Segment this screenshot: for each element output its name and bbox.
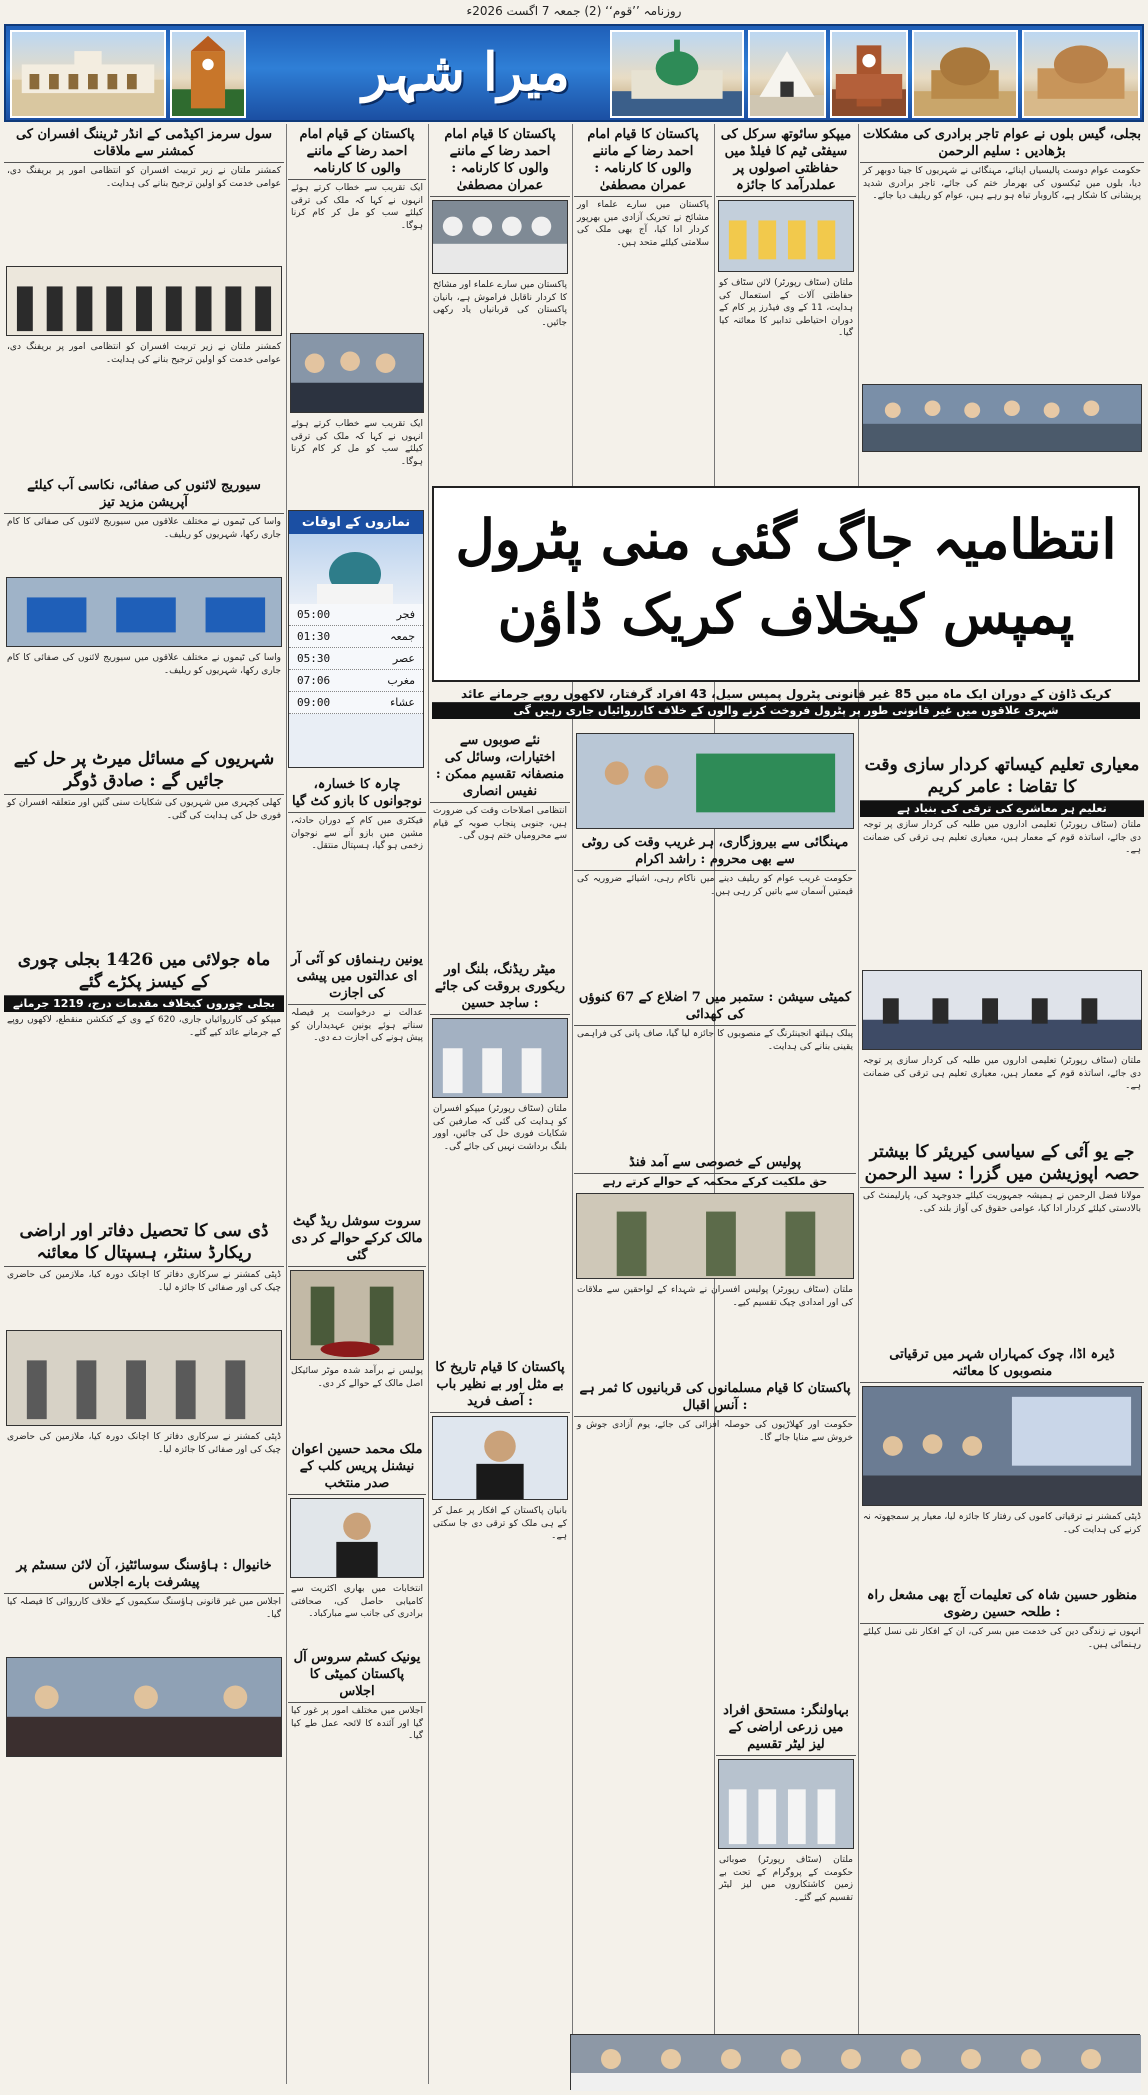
lead-story-deck xyxy=(432,686,1140,719)
masthead-photo-tomb xyxy=(912,30,1018,118)
prayer-row-asr: عصر 05:30 xyxy=(289,648,423,670)
headline: پاکستان کا قیام مسلمانوں کی قربانیوں کا ثمر ہے : آنس اقبال xyxy=(574,1378,856,1417)
column-2 xyxy=(716,124,856,503)
prayer-row-maghrib: مغرب 07:06 xyxy=(289,670,423,692)
article-text: مولانا فضل الرحمن نے ہمیشہ جمہوریت کیلئے جدوجہد کی، پارلیمنٹ کی بالادستی کیلئے کردار ادا کیا، عوامی حقوق کی آواز بلند کی۔ xyxy=(863,1191,1141,1214)
article-text: حکومت غریب عوام کو ریلیف دینے میں ناکام رہی، اشیائے ضروریہ کی قیمتیں آسمان سے باتیں کر رہی ہیں۔ xyxy=(577,874,853,897)
masthead-photo-clock xyxy=(830,30,908,118)
article-text: کمشنر ملتان نے زیر تربیت افسران کو انتظامی امور پر بریفنگ دی، عوامی خدمت کو اولین ترجیح بنانے کی ہدایت۔ xyxy=(7,342,281,365)
headline: پولیس کے خصوصی سے آمد فنڈ xyxy=(574,1152,856,1174)
lower-col2 xyxy=(716,1700,856,1958)
story-imam-raza xyxy=(430,124,570,487)
story-press-club xyxy=(288,1439,426,1641)
column-3 xyxy=(574,124,712,499)
photo-conference xyxy=(862,970,1142,1050)
masthead-photo-shrine xyxy=(1022,30,1140,118)
prayer-times-title: نمازوں کے اوقات xyxy=(289,511,423,534)
photo-ulema xyxy=(432,200,568,274)
photo-inspection xyxy=(862,1386,1142,1506)
photo-officers-group xyxy=(6,266,282,336)
lead-deck: کریک ڈاؤن کے دوران ایک ماہ میں 85 غیر قانونی پٹرول پمپس سیل، 43 افراد گرفتار، لاکھوں روپے جرمانے عائد xyxy=(432,686,1140,703)
lower-mid-right xyxy=(574,730,856,1593)
prayer-row-isha: عشاء 09:00 xyxy=(289,692,423,714)
article-text: انہوں نے زندگی دین کی خدمت میں بسر کی، ان کے افکار نئی نسل کیلئے رہنمائی ہیں۔ xyxy=(863,1627,1141,1650)
article-text: عدالت نے درخواست پر فیصلہ سناتے ہوئے یونین عہدیداران کو پیش ہونے کی اجازت دے دی۔ xyxy=(291,1008,423,1043)
article-text: ملتان (سٹاف رپورٹر) میپکو افسران کو ہدایت کی گئی کہ صارفین کی شکایات فوری حل کی جائیں، اوور بلنگ برداشت نہیں کی جائے گی۔ xyxy=(433,1104,567,1152)
headline: چارہ کا خسارہ، نوجوانوں کا بازو کٹ گیا xyxy=(288,774,426,813)
photo-lease-ceremony xyxy=(718,1759,854,1849)
subheadline: حق ملکیت کرکے محکمہ کے حوالے کرتے رہے xyxy=(602,1175,828,1188)
column-6 xyxy=(4,124,284,1763)
masthead-photo-shrine-green xyxy=(610,30,744,118)
headline: شہریوں کے مسائل میرٹ پر حل کیے جائیں گے : صادق ڈوگر xyxy=(4,746,284,795)
photo-housing-meeting xyxy=(6,1657,282,1757)
masthead-photo-clocktower xyxy=(170,30,246,118)
article-text: ڈپٹی کمشنر نے سرکاری دفاتر کا اچانک دورہ کیا، ملازمین کی حاضری چیک کی اور صفائی کا جائزہ لیا۔ xyxy=(7,1432,281,1455)
article-text: کھلی کچہری میں شہریوں کی شکایات سنی گئیں اور متعلقہ افسران کو فوری حل کی ہدایت کی گئی۔ xyxy=(7,798,281,821)
story-sacrifices xyxy=(574,1378,856,1587)
headline: منظور حسین شاہ کی تعلیمات آج بھی مشعل راہ : طلحہ حسین رضوی xyxy=(860,1585,1144,1624)
photo-press-club-president xyxy=(290,1498,424,1578)
lower-col5 xyxy=(288,774,426,1799)
story-committee xyxy=(574,987,856,1146)
article-text: بانیان پاکستان کے افکار پر عمل کر کے ہی ملک کو ترقی دی جا سکتی ہے۔ xyxy=(433,1506,567,1541)
story-inflation xyxy=(574,832,856,981)
story-bike-returned xyxy=(288,1211,426,1433)
story-qiyam-pakistan xyxy=(574,124,712,493)
story-custom-service xyxy=(288,1647,426,1793)
story-education xyxy=(860,752,1144,1133)
subheadline: تعلیم ہر معاشرے کی ترقی کی بنیاد ہے xyxy=(860,801,1144,817)
story-manzoor xyxy=(860,1585,1144,1854)
headline: خانیوال : ہاؤسنگ سوسائٹیز، آن لائن سسٹم پر پیشرفت بارے اجلاس xyxy=(4,1555,284,1594)
headline: سول سرمز اکیڈمی کے انڈر ٹریننگ افسران کی کمشنر سے ملاقات xyxy=(4,124,284,163)
headline: میپکو سائوتھ سرکل کی سیفٹی ٹیم کا فیلڈ میں حفاظتی اصولوں پر عملدرآمد کا جائزہ xyxy=(716,124,856,197)
story-fodder xyxy=(288,774,426,943)
banner-headline: انتظامیہ جاگ گئی منی پٹرول پمپس کیخلاف کریک ڈاؤن xyxy=(455,507,1117,646)
article-text: ملتان (سٹاف رپورٹر) پولیس افسران نے شہداء کے لواحقین سے ملاقات کی اور امدادی چیک تقسیم کیے۔ xyxy=(577,1285,853,1308)
story-union xyxy=(288,949,426,1205)
headline: بہاولنگر: مستحق افراد میں زرعی اراضی کے لیز لیٹر تقسیم xyxy=(716,1700,856,1756)
banner-headline-box xyxy=(432,486,1140,682)
article-text: پاکستان میں سارے علماء اور مشائخ نے تحریک آزادی میں بھرپور کردار ادا کیا، آج بھی ملک کی سلامتی کیلئے متحد ہیں۔ xyxy=(577,200,709,248)
headline: یونیک کسٹم سروس آل پاکستان کمیٹی کا اجلاس xyxy=(288,1647,426,1703)
photo-safety-team xyxy=(718,200,854,272)
column-5 xyxy=(288,124,426,467)
photo-police-cheque xyxy=(576,1193,854,1279)
headline: پاکستان کا قیام تاریخ کا بے مثل اور بے نظیر باب : آصف فرید xyxy=(430,1357,570,1413)
prayer-times-box xyxy=(288,510,424,768)
article-text: پاکستان میں سارے علماء اور مشائخ کا کردار ناقابل فراموش ہے، بانیان پاکستان کی قربانیاں یاد رکھی جائیں۔ xyxy=(433,280,567,328)
column-1 xyxy=(860,124,1144,1860)
article-text: پولیس نے برآمد شدہ موٹر سائیکل اصل مالک کے حوالے کر دی۔ xyxy=(291,1366,423,1389)
article-text: اجلاس میں غیر قانونی ہاؤسنگ سکیموں کے خلاف کارروائی کا فیصلہ کیا گیا۔ xyxy=(7,1597,281,1620)
mosque-image xyxy=(289,534,423,604)
article-text: فیکٹری میں کام کے دوران حادثہ، مشین میں بازو آنے سے نوجوان زخمی ہو گیا، ہسپتال منتقل۔ xyxy=(291,816,423,851)
article-text: ڈپٹی کمشنر نے سرکاری دفاتر کا اچانک دورہ کیا، ملازمین کی حاضری چیک کی اور صفائی کا جائزہ لیا۔ xyxy=(7,1270,281,1293)
article-text: ملتان (سٹاف رپورٹر) تعلیمی اداروں میں طلبہ کی کردار سازی پر توجہ دی جائے، اساتذہ قوم کے معمار ہیں، معیاری تعلیم ہی ترقی کی ضمانت ہے۔ xyxy=(863,820,1141,855)
photo-meeting xyxy=(862,384,1142,452)
story-bills xyxy=(860,124,1144,452)
article-text: ڈپٹی کمشنر نے ترقیاتی کاموں کی رفتار کا جائزہ لیا، معیار پر سمجھوتہ نہ کرنے کی ہدایت کی۔ xyxy=(863,1512,1141,1535)
article-text: کمشنر ملتان نے زیر تربیت افسران کو انتظامی امور پر بریفنگ دی، عوامی خدمت کو اولین ترجیح بنانے کی ہدایت۔ xyxy=(7,166,281,189)
article-text: انتخابات میں بھاری اکثریت سے کامیابی حاصل کی، صحافتی برادری کی جانب سے مبارکباد۔ xyxy=(291,1584,423,1619)
article-text: میپکو کی کارروائیاں جاری، 620 کے وی کے کنکشن منقطع، لاکھوں روپے کے جرمانے عائد کیے گئے۔ xyxy=(7,1015,281,1038)
headline: کمیٹی سیشن : ستمبر میں 7 اضلاع کے 67 کنوؤں کی کھدائی xyxy=(574,987,856,1026)
headline: پاکستان کا قیام امام احمد رضا کے ماننے والوں کا کارنامہ : عمران مصطفیٰ xyxy=(574,124,712,197)
photo-pump-seized xyxy=(576,733,854,829)
headline: نئے صوبوں سے اختیارات، وسائل کی منصفانہ تقسیم ممکن : نفیس انصاری xyxy=(430,730,570,803)
story-asif-farid xyxy=(430,1357,570,1703)
headline: میٹر ریڈنگ، بلنگ اور ریکوری بروقت کی جائے : ساجد حسین xyxy=(430,959,570,1015)
headline: مہنگائی سے بیروزگاری، ہر غریب وقت کی روٹی سے بھی محروم : راشد اکرام xyxy=(574,832,856,871)
story-lease-letters xyxy=(716,1700,856,1952)
masthead xyxy=(4,24,1144,122)
story-khanewal-housing xyxy=(4,1555,284,1757)
prayer-row-fajr: فجر 05:00 xyxy=(289,604,423,626)
story-dc-inspection xyxy=(4,1218,284,1549)
headline: ڈی سی کا تحصیل دفاتر اور اراضی ریکارڈ سنٹر، ہسپتال کا معائنہ xyxy=(4,1218,284,1267)
subheadline: بجلی چوروں کیخلاف مقدمات درج، 1219 جرمانے xyxy=(4,996,284,1012)
story-col5-top xyxy=(288,124,426,467)
article-text: پبلک ہیلتھ انجینئرنگ کے منصوبوں کا جائزہ لیا گیا، صاف پانی کی فراہمی یقینی بنانے کی ہدایت۔ xyxy=(577,1029,853,1052)
article-text: حکومت اور کھلاڑیوں کی حوصلہ افزائی کی جائے، یوم آزادی جوش و خروش سے منایا جائے گا۔ xyxy=(577,1420,853,1443)
photo-dc-visit xyxy=(6,1330,282,1426)
headline: پاکستان کا قیام امام احمد رضا کے ماننے والوں کا کارنامہ : عمران مصطفیٰ xyxy=(430,124,570,197)
story-electricity-theft xyxy=(4,947,284,1212)
headline: سروت سوشل ریڈ گیٹ مالک کرکے حوالے کر دی گئی xyxy=(288,1211,426,1267)
article-text: ملتان (سٹاف رپورٹر) لائن سٹاف کو حفاظتی آلات کے استعمال کی ہدایت، 11 کے وی فیڈرز پر کام کے دوران احتیاطی تدابیر کا معائنہ کیا گیا۔ xyxy=(719,278,853,338)
dateline: روزنامہ ’’قوم‘‘ (2) جمعہ 7 اگست 2026ء xyxy=(466,4,682,18)
photo-asif-farid xyxy=(432,1416,568,1500)
article-text: ایک تقریب سے خطاب کرتے ہوئے انہوں نے کہا کہ ملک کی ترقی کیلئے سب کو مل کر کام کرنا ہوگا۔ xyxy=(291,419,423,467)
headline: ماہ جولائی میں 1426 بجلی چوری کے کیسز پکڑے گئے xyxy=(4,947,284,996)
story-new-provinces xyxy=(430,730,570,953)
lower-mid-left xyxy=(430,730,570,1709)
story-jui xyxy=(860,1139,1144,1338)
headline: بجلی، گیس بلوں نے عوام تاجر برادری کی مشکلات بڑھادیں : سلیم الرحمن xyxy=(860,124,1144,163)
headline: جے یو آئی کے سیاسی کیریئر کا بیشتر حصہ اپوزیشن میں گزرا : سید الرحمن xyxy=(860,1139,1144,1188)
lead-subdeck: شہری علاقوں میں غیر قانونی طور پر پٹرول فروخت کرنے والوں کے خلاف کارروائیاں جاری رہیں گی xyxy=(432,703,1140,719)
masthead-title: میرا شہر xyxy=(362,42,570,103)
story-dera-adda xyxy=(860,1344,1144,1579)
article-text: انتظامی اصلاحات وقت کی ضرورت ہیں، جنوبی پنجاب صوبہ کے قیام سے محرومیاں ختم ہوں گی۔ xyxy=(433,806,567,841)
article-text: واسا کی ٹیموں نے مختلف علاقوں میں سیوریج لائنوں کی صفائی کا کام جاری رکھا، شہریوں کو ریلیف۔ xyxy=(7,653,281,676)
headline: پاکستان کے قیام امام احمد رضا کے ماننے والوں کا کارنامہ xyxy=(288,124,426,180)
headline: سیوریج لائنوں کی صفائی، نکاسی آب کیلئے آپریشن مزید تیز xyxy=(4,475,284,514)
photo-bike-handover xyxy=(290,1270,424,1360)
masthead-photo-mausoleum xyxy=(748,30,826,118)
headline: ملک محمد حسین اعوان نیشنل پریس کلب کے صدر منتخب xyxy=(288,1439,426,1495)
story-sewerage xyxy=(4,475,284,740)
article-text: ملتان (سٹاف رپورٹر) صوبائی حکومت کے پروگرام کے تحت بے زمین کاشتکاروں میں لیز لیٹر تقسیم کیے گئے۔ xyxy=(719,1855,853,1903)
bottom-photo-strip xyxy=(570,2034,1140,2090)
headline: یونین رہنماؤں کو آئی آر ای عدالتوں میں پیشی کی اجازت xyxy=(288,949,426,1005)
prayer-row-jumma: جمعہ 01:30 xyxy=(289,626,423,648)
column-4 xyxy=(430,124,570,493)
headline: معیاری تعلیم کیساتھ کردار سازی وقت کا تقاضا : عامر کریم xyxy=(860,752,1144,801)
article-text: ملتان (سٹاف رپورٹر) تعلیمی اداروں میں طلبہ کی کردار سازی پر توجہ دی جائے، اساتذہ قوم کے معمار ہیں، معیاری تعلیم ہی ترقی کی ضمانت ہے۔ xyxy=(863,1056,1141,1091)
story-meter-reading xyxy=(430,959,570,1351)
article-text: حکومت عوام دوست پالیسیاں اپنائے، مہنگائی نے شہریوں کا جینا دوبھر کر دیا، بلوں میں ٹیکسوں کی بھرمار ختم کی جائے، تاجر برادری شدید پریشانی کا شکار ہے، کاروبار تباہ ہو رہے ہیں، عوام کو ریلیف دیا جائے۔ xyxy=(863,166,1141,201)
masthead-photo-fort xyxy=(10,30,166,118)
headline: ڈیرہ اڈا، چوک کمہاراں شہر میں ترقیاتی منصوبوں کا معائنہ xyxy=(860,1344,1144,1383)
article-text: ایک تقریب سے خطاب کرتے ہوئے انہوں نے کہا کہ ملک کی ترقی کیلئے سب کو مل کر کام کرنا ہوگا۔ xyxy=(291,183,423,231)
article-text: اجلاس میں مختلف امور پر غور کیا گیا اور آئندہ کا لائحہ عمل طے کیا گیا۔ xyxy=(291,1706,423,1741)
photo-ceremony xyxy=(290,333,424,413)
photo-mepco-meeting xyxy=(432,1018,568,1098)
story-police-fund xyxy=(574,1152,856,1372)
article-text: واسا کی ٹیموں نے مختلف علاقوں میں سیوریج لائنوں کی صفائی کا کام جاری رکھا، شہریوں کو ریلیف۔ xyxy=(7,517,281,540)
photo-sewerage-trucks xyxy=(6,577,282,647)
story-sadiq-dogar xyxy=(4,746,284,865)
story-mepco-safety xyxy=(716,124,856,497)
story-civil-services xyxy=(4,124,284,469)
